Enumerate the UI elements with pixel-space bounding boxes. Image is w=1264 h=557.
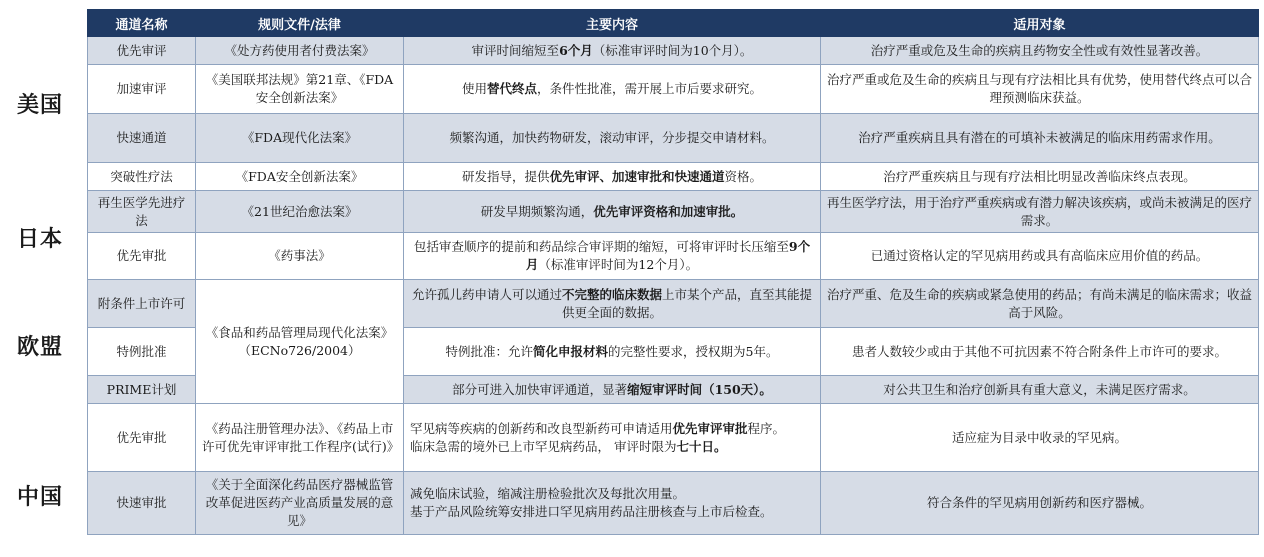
cell-law: 《21世纪治愈法案》 [196,191,404,233]
emphasis-text: 优先审评、加速审批和快速通道 [549,168,725,184]
cell-law: 《食品和药品管理局现代化法案》（ECNo726/2004） [196,280,404,404]
cell-target: 治疗严重或危及生命的疾病且药物安全性或有效性显著改善。 [821,37,1259,65]
header-main-content: 主要内容 [404,10,821,37]
cell-target: 治疗严重、危及生命的疾病或紧急使用的药品；有尚未满足的临床需求；收益高于风险。 [821,280,1259,328]
table-header-row [88,10,1259,37]
cell-law: 《FDA现代化法案》 [196,114,404,163]
cell-target: 再生医学疗法，用于治疗严重疾病或有潜力解决该疾病，或尚未被满足的医疗需求。 [821,191,1259,233]
table-row [88,114,1259,163]
cell-channel: 优先审批 [88,404,196,472]
emphasis-text: 优先审评审批 [672,420,748,436]
table-row [88,404,1259,472]
emphasis-text: 不完整的临床数据 [561,286,662,302]
cell-content: 部分可进入加快审评通道，显著缩短审评时间（150天）。 [404,376,821,404]
table-row [88,472,1259,535]
cell-target: 患者人数较少或由于其他不可抗因素不符合附条件上市许可的要求。 [821,328,1259,376]
emphasis-text: 9个月 [525,239,811,272]
cell-target: 治疗严重或危及生命的疾病且与现有疗法相比具有优势，使用替代终点可以合理预测临床获益。 [821,65,1259,114]
emphasis-text: 6个月 [559,42,593,58]
cell-content: 减免临床试验，缩减注册检验批次及每批次用量。 基于产品风险统筹安排进口罕见病用药品注册核查与上市后检查。 [404,472,821,535]
cell-law: 《美国联邦法规》第21章、《FDA安全创新法案》 [196,65,404,114]
cell-content: 特例批准：允许简化申报材料的完整性要求，授权期为5年。 [404,328,821,376]
cell-target: 对公共卫生和治疗创新具有重大意义，未满足医疗需求。 [821,376,1259,404]
emphasis-text: 优先审评资格和加速审批。 [593,203,744,219]
cell-content: 包括审查顺序的提前和药品综合审评期的缩短，可将审评时长压缩至9个月（标准审评时间为12个月）。 [404,233,821,280]
region-label-japan: 日本 [16,226,63,252]
header-regulation: 规则文件/法律 [196,10,404,37]
fast-track-comparison-table [87,9,1259,535]
emphasis-text: 缩短审评时间（150天）。 [627,381,772,397]
cell-law: 《药品注册管理办法》、《药品上市许可优先审评审批工作程序(试行)》 [196,404,404,472]
region-label-eu: 欧盟 [16,334,63,360]
cell-channel: 再生医学先进疗法 [88,191,196,233]
cell-target: 治疗严重疾病且具有潜在的可填补未被满足的临床用药需求作用。 [821,114,1259,163]
cell-channel: 突破性疗法 [88,163,196,191]
region-label-china: 中国 [16,484,63,510]
cell-channel: 特例批准 [88,328,196,376]
cell-content: 频繁沟通，加快药物研发，滚动审评，分步提交申请材料。 [404,114,821,163]
table-row [88,233,1259,280]
cell-channel: 优先审评 [88,37,196,65]
cell-channel: 快速审批 [88,472,196,535]
header-channel-name: 通道名称 [88,10,196,37]
cell-target: 治疗严重疾病且与现有疗法相比明显改善临床终点表现。 [821,163,1259,191]
emphasis-text: 替代终点 [486,81,537,96]
cell-channel: PRIME计划 [88,376,196,404]
table-row [88,280,1259,328]
cell-target: 已通过资格认定的罕见病用药或具有高临床应用价值的药品。 [821,233,1259,280]
cell-content: 罕见病等疾病的创新药和改良型新药可申请适用优先审评审批程序。 临床急需的境外已上市罕见病药品， 审评时限为七十日。 [404,404,821,472]
emphasis-text: 七十日。 [676,438,727,454]
cell-law: 《FDA安全创新法案》 [196,163,404,191]
cell-channel: 快速通道 [88,114,196,163]
table-row [88,163,1259,191]
emphasis-text: 简化申报材料 [533,343,609,359]
table-row [88,37,1259,65]
cell-content: 使用替代终点，条件性批准，需开展上市后要求研究。 [404,65,821,114]
cell-content: 研发早期频繁沟通，优先审评资格和加速审批。 [404,191,821,233]
cell-channel: 优先审批 [88,233,196,280]
header-applicable-target: 适用对象 [821,10,1259,37]
table-row [88,65,1259,114]
cell-channel: 附条件上市许可 [88,280,196,328]
table-row [88,191,1259,233]
cell-content: 研发指导，提供优先审评、加速审批和快速通道资格。 [404,163,821,191]
cell-content: 允许孤儿药申请人可以通过不完整的临床数据上市某个产品，直至其能提供更全面的数据。 [404,280,821,328]
cell-law: 《药事法》 [196,233,404,280]
cell-law: 《关于全面深化药品医疗器械监管改革促进医药产业高质量发展的意见》 [196,472,404,535]
cell-channel: 加速审评 [88,65,196,114]
cell-law: 《处方药使用者付费法案》 [196,37,404,65]
cell-target: 符合条件的罕见病用创新药和医疗器械。 [821,472,1259,535]
region-label-us: 美国 [16,92,63,118]
cell-content: 审评时间缩短至6个月（标准审评时间为10个月）。 [404,37,821,65]
cell-target: 适应症为目录中收录的罕见病。 [821,404,1259,472]
